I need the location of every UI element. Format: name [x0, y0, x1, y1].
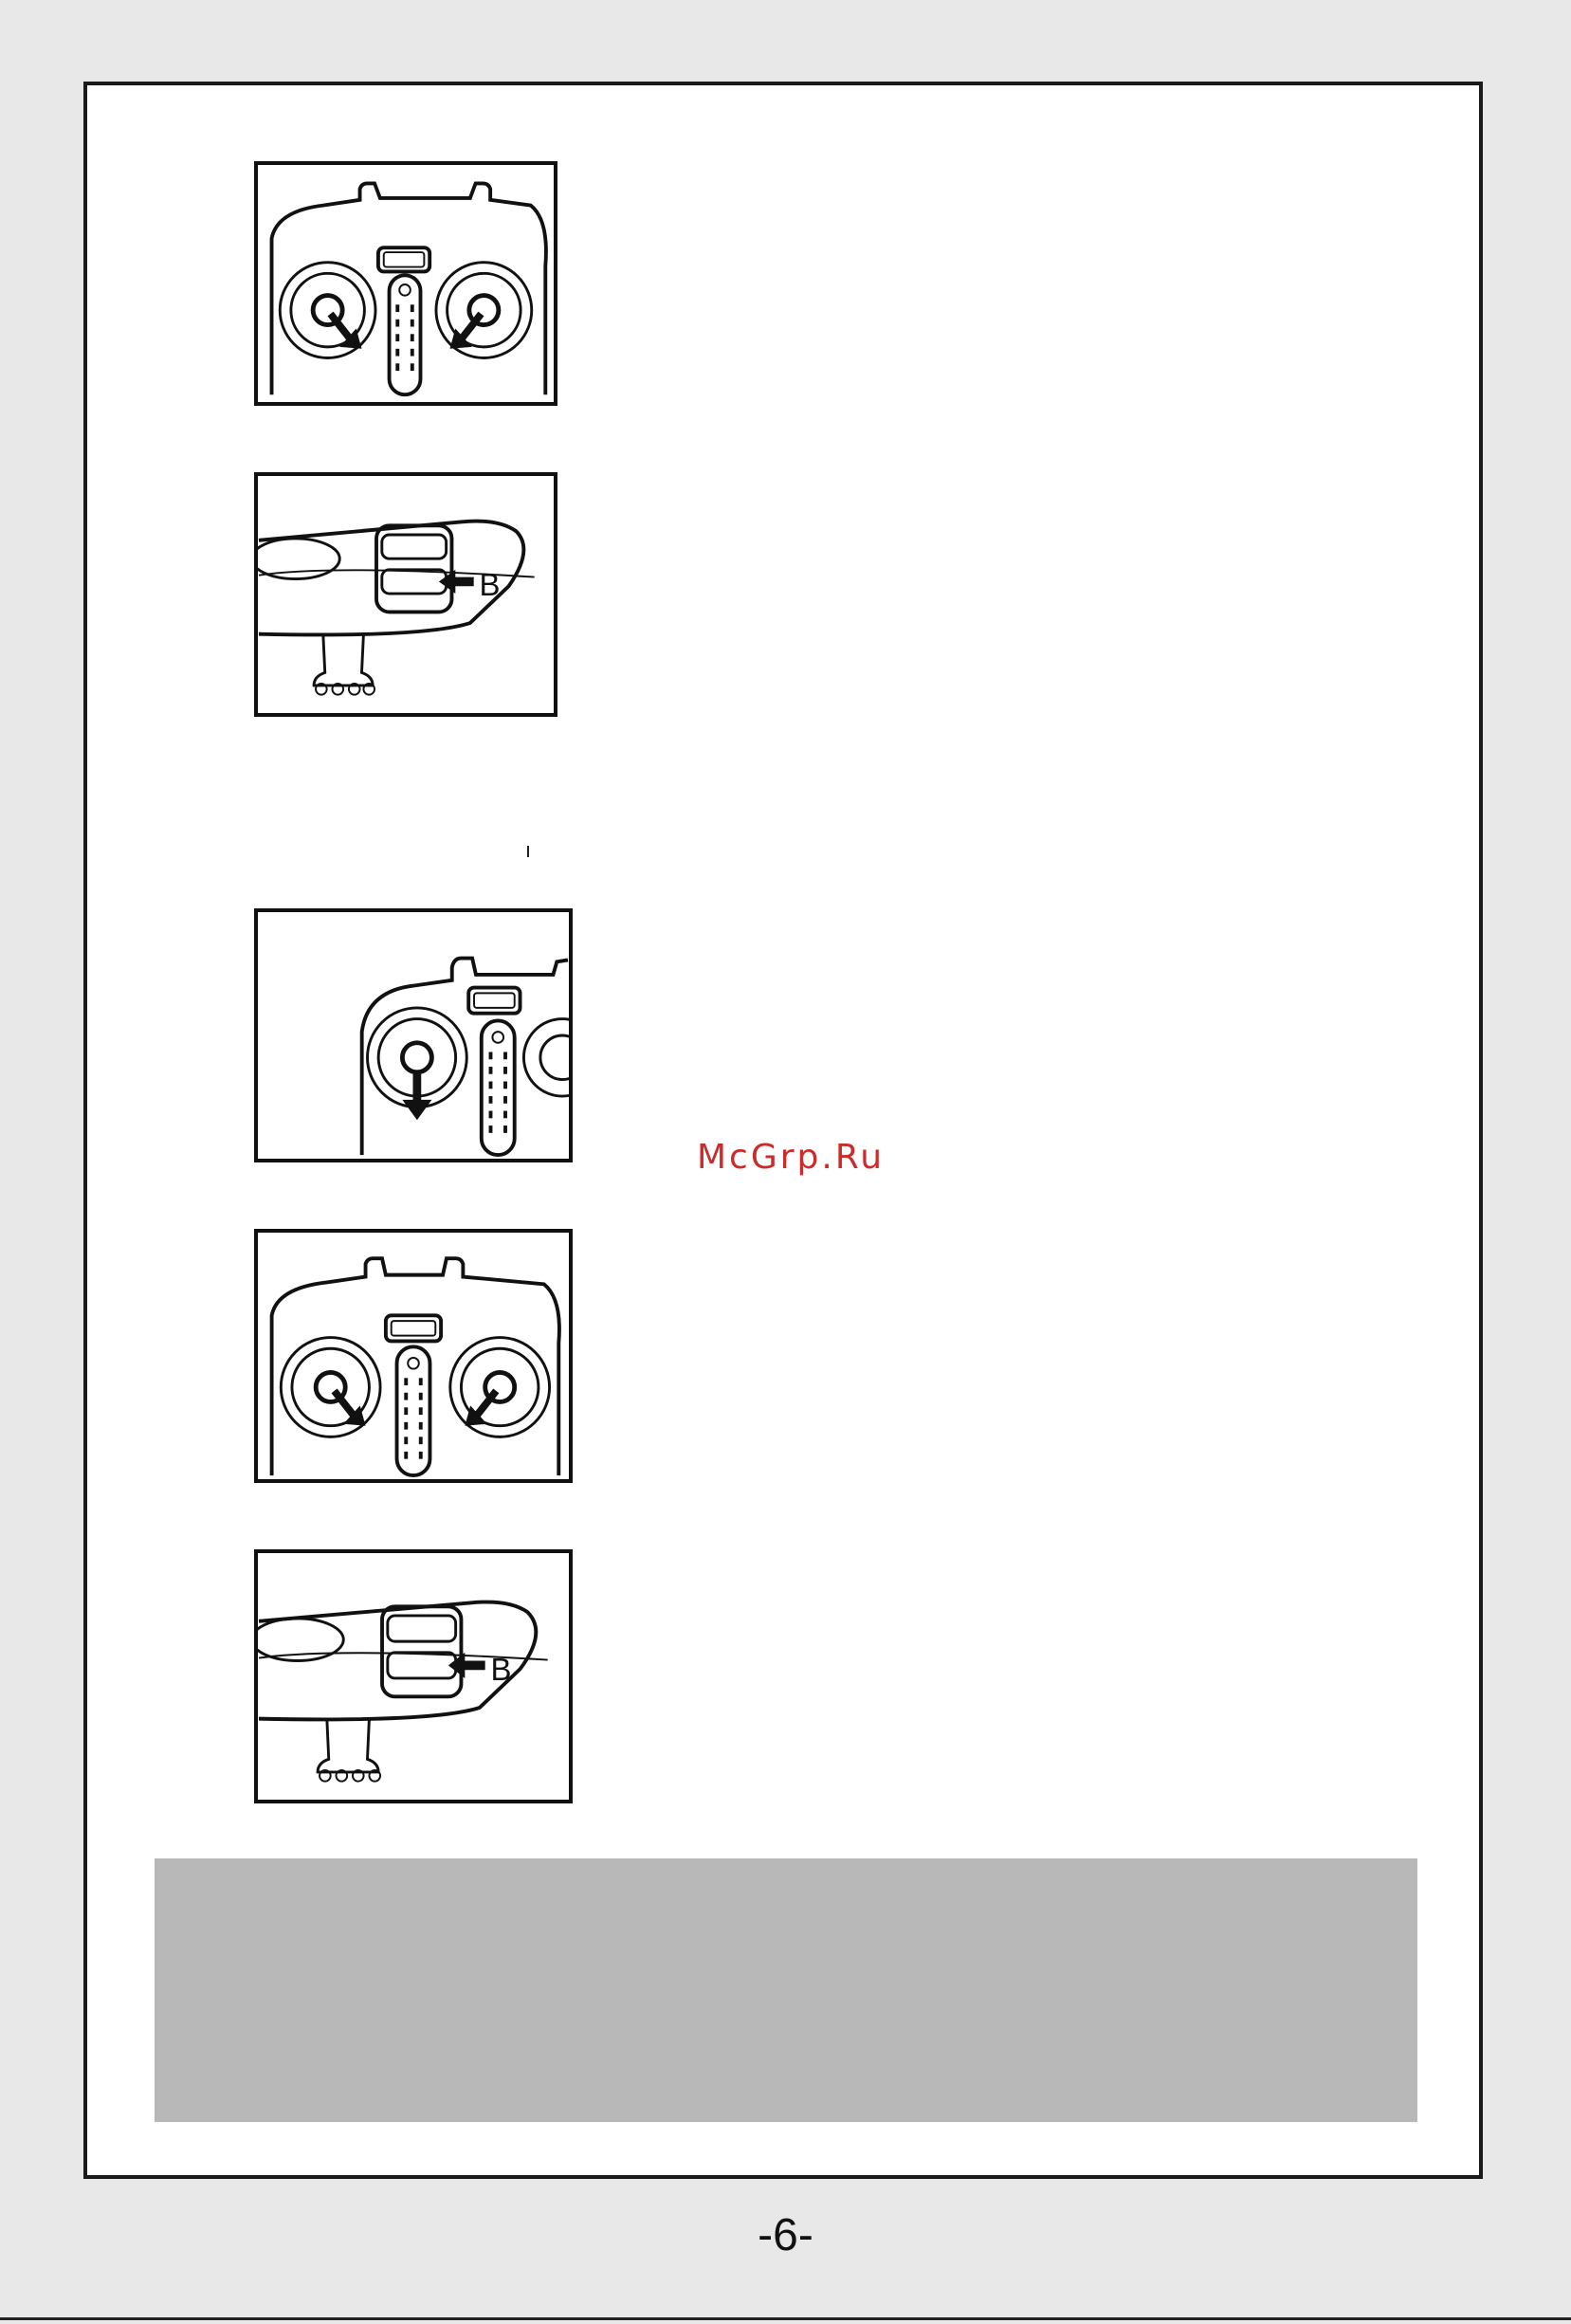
- controller-side-icon: [258, 476, 554, 713]
- controller-left-stick-icon: [258, 912, 569, 1159]
- button-b-label-2: B: [490, 1651, 512, 1687]
- figure-controller-sticks-2: [254, 1229, 573, 1483]
- controller-side-icon-2: [258, 1553, 569, 1800]
- controller-icon-2: [258, 1233, 569, 1479]
- figure-controller-left-stick: [254, 908, 573, 1162]
- figure-controller-side-1: [254, 472, 557, 717]
- button-b-label: B: [479, 566, 501, 602]
- figure-controller-side-2: [254, 1549, 573, 1803]
- stray-mark: [527, 846, 529, 857]
- controller-icon: [258, 165, 554, 402]
- note-box: [155, 1858, 1417, 2122]
- figure-controller-sticks-1: [254, 161, 557, 406]
- watermark-text: McGrp.Ru: [697, 1138, 886, 1177]
- page-number: -6-: [758, 2210, 813, 2260]
- footer-rule: [0, 2317, 1571, 2320]
